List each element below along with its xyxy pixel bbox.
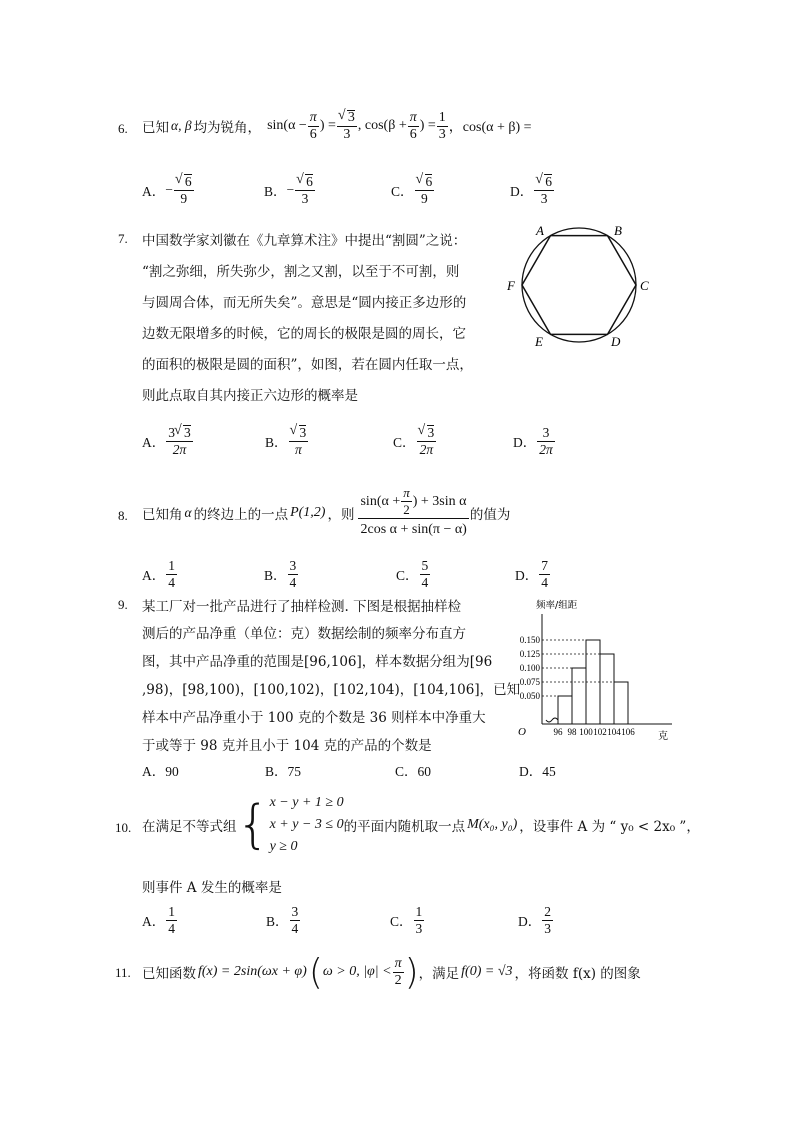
axis-break-mark — [546, 718, 558, 722]
histogram-bar — [600, 654, 614, 724]
option-c[interactable]: C． $\frac{1}{3}$ — [390, 903, 423, 936]
question-number: 8. — [118, 508, 128, 523]
x-tick-label: 104 — [607, 727, 621, 737]
histogram-bar — [614, 682, 628, 724]
options-row — [142, 554, 582, 594]
option-d[interactable]: D．45 — [519, 764, 556, 779]
question-stem: 已知 α, β 均为锐角， sin(α − $\frac{\pi}{6}$ ) = √ $\frac{3}{3}$ , cos(β + $\frac{\pi}{6}$ ) = $\frac{1}{3}$ ，cos(α + β) = — [142, 104, 532, 148]
vertex-label-e: E — [535, 334, 543, 349]
histogram-bar — [586, 640, 600, 724]
frequency-histogram — [500, 598, 680, 744]
x-tick-label: 100 — [579, 727, 593, 737]
hexagon-in-circle-figure — [500, 218, 660, 350]
vertex-label-d: D — [611, 334, 621, 349]
stem-line-1: 中国数学家刘徽在《九章算术注》中提出“割圆”之说： — [142, 233, 467, 249]
stem-line-4: ,98)，[98,100)，[100,102)，[102,104)，[104,106]，已知 — [142, 682, 521, 698]
stem-line-1: 某工厂对一批产品进行了抽样检测. 下图是根据抽样检 — [142, 599, 462, 615]
option-c[interactable]: C． √ $\frac{6}{9}$ — [391, 170, 435, 210]
histogram-bar — [558, 696, 572, 724]
circumcircle — [522, 228, 636, 342]
option-b[interactable]: B． − √ $\frac{6}{3}$ — [264, 170, 316, 210]
y-tick-label: 0.150 — [519, 635, 540, 645]
stem-line-4: 边数无限增多的时候，它的周长的极限是圆的周长，它 — [142, 326, 466, 342]
stem-line-3: 图，其中产品净重的范围是[96,106]，样本数据分组为[96 — [142, 654, 493, 670]
option-a[interactable]: A． $\frac{1}{4}$ — [142, 557, 175, 590]
stem-line-2: 则事件 A 发生的概率是 — [142, 880, 282, 896]
x-tick-label: 106 — [621, 727, 635, 737]
vertex-label-f: F — [507, 278, 515, 293]
question-number: 6. — [118, 121, 128, 136]
option-d[interactable]: D． $\frac{7}{4}$ — [515, 557, 548, 590]
question-number: 11. — [115, 965, 131, 980]
inequality-system: x − y + 1 ≥ 0 x + y − 3 ≤ 0 y ≥ 0 — [269, 795, 344, 854]
options-row — [142, 900, 582, 940]
y-tick-label: 0.125 — [519, 649, 540, 659]
option-d[interactable]: D． $\frac{2}{3}$ — [518, 903, 551, 936]
options-row — [142, 420, 582, 462]
question-number: 7. — [118, 231, 128, 246]
x-tick-label: 96 — [553, 727, 563, 737]
vertex-label-c: C — [640, 278, 649, 293]
vertex-label-a: A — [536, 223, 544, 238]
stem-line-3: 与圆周合体，而无所失矣”。意思是“圆内接正多边形的 — [142, 295, 467, 311]
stem-line-6: 则此点取自其内接正六边形的概率是 — [142, 388, 358, 404]
option-c[interactable]: C． $\frac{5}{4}$ — [396, 557, 429, 590]
stem-line-6: 于或等于 98 克并且小于 104 克的产品的个数是 — [142, 738, 432, 754]
option-d[interactable]: D． √ $\frac{6}{3}$ — [510, 170, 555, 210]
question-number: 10. — [115, 820, 132, 835]
stem-line-2: “割之弥细，所失弥少，割之又割，以至于不可割，则 — [142, 264, 460, 280]
option-a[interactable]: A．90 — [142, 764, 179, 779]
option-c[interactable]: C．60 — [395, 764, 432, 779]
question-stem: 已知角 α 的终边上的一点 P(1,2) ，则 sin(α + $\frac{\pi}{2}$ ) + 3sin α 2cos α + sin(π − α) 的值为 — [142, 480, 510, 546]
option-b[interactable]: B． √ $\frac{3}{\pi}$ — [265, 420, 309, 462]
origin-label: O — [518, 726, 526, 738]
y-tick-label: 0.050 — [519, 691, 540, 701]
question-stem: 在满足不等式组 { x − y + 1 ≥ 0 x + y − 3 ≤ 0 y ≥ 0 的平面内随机取一点 M(x₀, y₀) ，设事件 A 为 “ y₀ < 2x₀ ”， — [142, 790, 700, 860]
question-stem: 已知函数 f(x) = 2sin(ωx + φ) ( ω > 0, |φ| < $\frac{\pi}{2}$ ) ，满足 f(0) = √3 ，将函数 f(x) 的图象 — [142, 951, 641, 993]
stem-line-2: 测后的产品净重（单位：克）数据绘制的频率分布直方 — [142, 626, 466, 642]
histogram-bar — [572, 668, 586, 724]
options-row — [142, 760, 582, 780]
option-b[interactable]: B． $\frac{3}{4}$ — [264, 557, 297, 590]
option-a[interactable]: A． $\frac{1}{4}$ — [142, 903, 175, 936]
y-tick-label: 0.100 — [519, 663, 540, 673]
option-a[interactable]: A． $\frac{3√ 3}{2\pi}$ — [142, 420, 194, 462]
option-a[interactable]: A． − √ $\frac{6}{9}$ — [142, 170, 195, 210]
x-tick-label: 102 — [593, 727, 607, 737]
vertex-label-b: B — [614, 223, 622, 238]
question-number: 9. — [118, 597, 128, 612]
options-row — [142, 170, 582, 210]
chart-title: 频率/组距 — [536, 600, 578, 611]
x-tick-label: 98 — [567, 727, 577, 737]
option-b[interactable]: B．75 — [265, 764, 302, 779]
stem-line-5: 样本中产品净重小于 100 克的个数是 36 则样本中净重大 — [142, 710, 486, 726]
option-b[interactable]: B． $\frac{3}{4}$ — [266, 903, 299, 936]
regular-hexagon — [522, 236, 636, 335]
option-d[interactable]: D． $\frac{3}{2\pi}$ — [513, 424, 553, 457]
option-c[interactable]: C． √ $\frac{3}{2\pi}$ — [393, 420, 437, 462]
stem-line-5: 的面积的极限是圆的面积”，如图，若在圆内任取一点， — [142, 357, 473, 373]
x-axis-label: 克 — [658, 731, 668, 742]
system-brace: { — [236, 795, 270, 855]
y-tick-label: 0.075 — [519, 677, 540, 687]
